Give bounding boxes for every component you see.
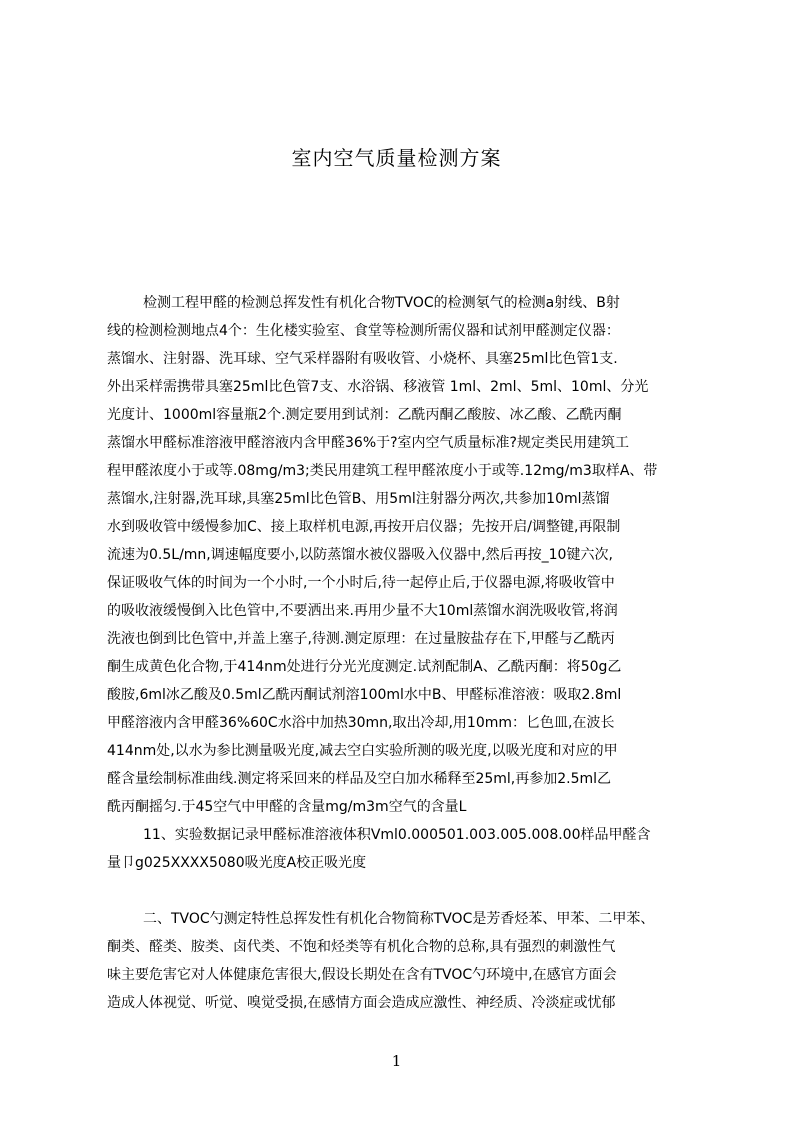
paragraph-3 (107, 905, 699, 1017)
text-line: 味主要危害它对人体健康危害很大,假设长期处在含有TVOC勺环境中,在感官方面会 (107, 967, 617, 983)
text-line: 程甲醛浓度小于或等.08mg/m3;类民用建筑工程甲醛浓度小于或等.12mg/m3取样A、带 (107, 463, 658, 479)
text-line: 线的检测检测地点4个：生化楼实验室、食堂等检测所需仪器和试剂甲醛测定仪器： (107, 323, 620, 339)
text-line: 保证吸收气体的时间为一个小时,一个小时后,待一起停止后,于仪器电源,将吸收管中 (107, 575, 615, 591)
text-line: 光度计、1000ml容量瓶2个.测定要用到试剂：乙酰丙酮乙酸胺、冰乙酸、乙酰丙酮 (107, 407, 622, 423)
text-line: 酰丙酮摇匀.于45空气中甲醛的含量mg/m3m空气的含量L (107, 799, 467, 815)
text-line: 造成人体视觉、听觉、嗅觉受损,在感情方面会造成应激性、神经质、冷淡症或忧郁 (107, 995, 616, 1011)
text-line: 蒸馏水,注射器,洗耳球,具塞25ml比色管B、用5ml注射器分两次,共参加10ml蒸馏 (107, 491, 610, 507)
page-number: 1 (391, 1052, 402, 1070)
text-line: 酮类、醛类、胺类、卤代类、不饱和烃类等有机化合物的总称,具有强烈的刺激性气 (107, 939, 616, 955)
paragraph-2 (107, 821, 699, 877)
text-line: 的吸收液缓慢倒入比色管中,不要洒出来.再用少量不大10ml蒸馏水润洗吸收管,将润 (107, 603, 618, 619)
text-line: 蒸馏水、注射器、洗耳球、空气采样器附有吸收管、小烧杯、具塞25ml比色管1支. (107, 351, 618, 367)
text-line: 11、实验数据记录甲醛标准溶液体积Vml0.000501.003.005.008.00样品甲醛含 (143, 827, 651, 843)
text-line: 甲醛溶液内含甲醛36%60C水浴中加热30mn,取出冷却,用10mm：匕色皿,在波长 (107, 715, 615, 731)
paragraph-1 (107, 289, 699, 821)
text-line: 蒸馏水甲醛标准溶液甲醛溶液内含甲醛36%于?室内空气质量标准?规定类民用建筑工 (107, 435, 629, 451)
text-line: 洗液也倒到比色管中,并盖上塞子,待测.测定原理：在过量胺盐存在下,甲醛与乙酰丙 (107, 631, 615, 647)
text-line: 水到吸收管中缓慢参加C、接上取样机电源,再按开启仪器；先按开启/调整键,再限制 (107, 519, 621, 535)
text-line: 酮生成黄色化合物,于414nm处进行分光光度测定.试剂配制A、乙酰丙酮：将50g乙 (107, 659, 622, 675)
text-line: 醛含量绘制标准曲线.测定将采回来的样品及空白加水稀释至25ml,再参加2.5ml乙 (107, 771, 612, 787)
text-line: 414nm处,以水为参比测量吸光度,减去空白实验所测的吸光度,以吸光度和对应的甲 (107, 743, 618, 759)
text-line: 检测工程甲醛的检测总挥发性有机化合物TVOC的检测氡气的检测a射线、B射 (143, 295, 620, 311)
document-title: 室内空气质量检测方案 (291, 146, 502, 170)
text-line: 外出采样需携带具塞25ml比色管7支、水浴锅、移液管 1ml、2ml、5ml、10ml、分光 (107, 379, 649, 395)
text-line: 二、TVOC勺测定特性总挥发性有机化合物简称TVOC是芳香烃苯、甲苯、二甲苯、 (143, 911, 655, 927)
text-line: 酸胺,6ml冰乙酸及0.5ml乙酰丙酮试剂溶100ml水中B、甲醛标准溶液：吸取2.8ml (107, 687, 622, 703)
text-line: 量卩g025XXXX5080吸光度A校正吸光度 (107, 855, 367, 871)
text-line: 流速为0.5L/mn,调速幅度要小,以防蒸馏水被仪器吸入仪器中,然后再按_10键六次, (107, 547, 613, 563)
